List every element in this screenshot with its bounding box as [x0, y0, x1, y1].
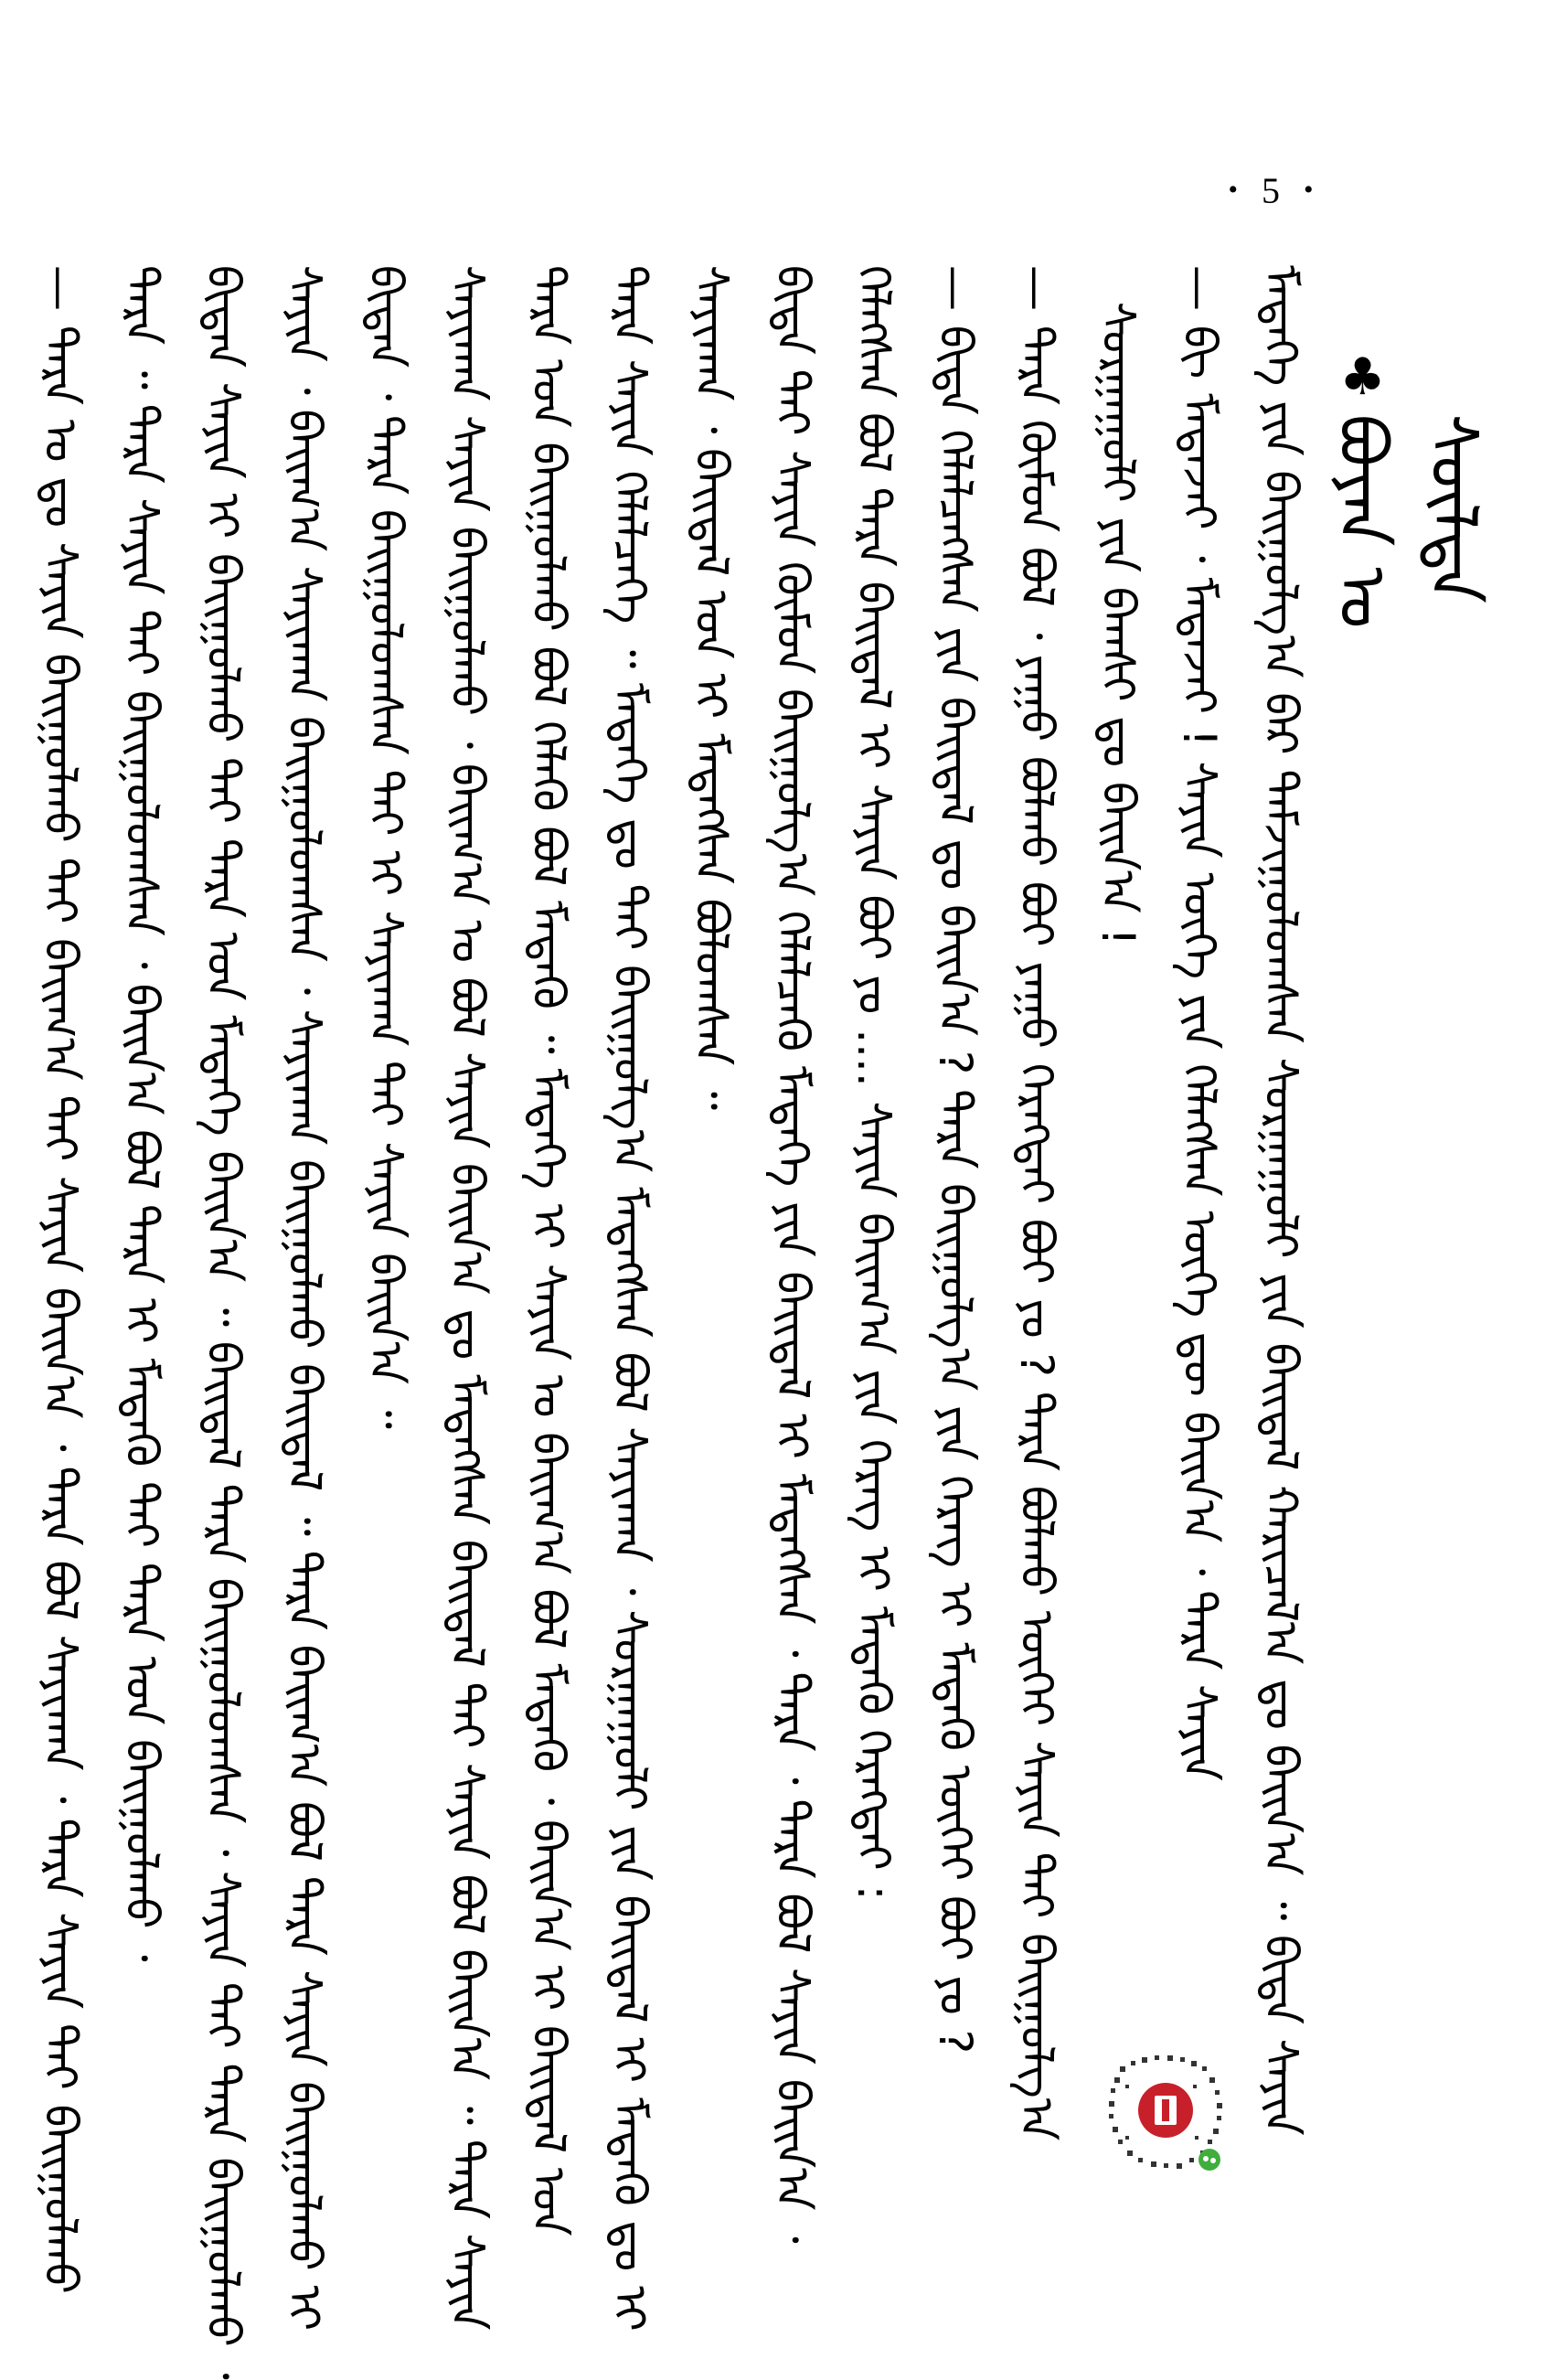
qr-wechat-dot [1210, 2158, 1216, 2163]
text-line: ᠬᠡᠯᠡᠭᠰᠡᠨ ᠪᠣᠯ ᠲᠡᠷᠡ ᠪᠠᠢᠳᠠᠯ ᠢ ᠰᠠᠶᠢᠨ ᠪᠤᠢ ᠶᠤ .... ᠰᠠᠶᠢᠨ ᠪᠠᠢᠭ᠎ᠠ ᠶᠢᠨ ᠬᠡᠷᠡᠭ ᠢ ᠮᠡᠳᠡᠬᠦ ᠬᠡᠷᠡᠭᠲᠡᠢ : [847, 265, 900, 1901]
text-line: ᠮᠡᠳᠡᠭᠡ ᠶᠢᠨ ᠪᠠᠢᠭᠤᠯᠭ᠎ᠠ ᠪᠠᠷ ᠳᠠᠮᠵᠢᠭᠤᠯᠤᠭᠰᠠᠨ ᠰᠤᠷᠭᠠᠭᠤᠯᠢ ᠶᠢᠨ ᠪᠠᠢᠳᠠᠯ ᠬᠠᠷᠢᠴᠠᠯ᠎ᠠ ᠳᠤ ᠪᠠᠢᠨ᠎ᠠ ᠃ ᠪᠢᠳᠡ ᠰᠠᠶᠢᠨ [1254, 265, 1307, 2136]
text-line: ᠲᠡᠷᠡ ᠰᠠᠶᠢᠨ ᠬᠡᠯᠡᠯᠴᠡᠭᠡ ᠃ ᠮᠡᠳᠡᠭᠡ ᠳᠤ ᠲᠠᠢ ᠪᠠᠢᠭᠤᠯᠭ᠎ᠠ ᠮᠡᠳᠡᠭᠰᠡᠨ ᠪᠣᠯ ᠰᠠᠶᠢᠬᠠᠨ ᠂ ᠰᠤᠷᠭᠠᠭᠤᠯᠢ ᠶᠢᠨ ᠪᠠᠢᠳᠠᠯ ᠢ ᠮᠡᠳᠡᠬᠦ ᠳᠤ ᠢ [603, 265, 656, 2332]
text-line: — ᠲᠡᠷᠡ ᠬᠦᠮᠦᠨ ᠪᠣᠯ ᠂ ᠶᠠᠭᠤ ᠪᠣᠯᠬᠤ ᠪᠤᠢ ᠶᠠᠭᠤ ᠬᠡᠷᠡᠭᠲᠡᠢ ᠪᠤᠢ ᠶᠤ ? ᠲᠡᠷᠡ ᠪᠣᠯᠬᠤ ᠦᠭᠡᠢ ᠰᠠᠶᠢᠨ ᠲᠠᠢ ᠪᠠᠢᠭᠤᠯᠭ᠎ᠠ [1010, 265, 1063, 2141]
qr-code-icon[interactable] [1102, 2048, 1230, 2176]
running-title-text: ᠪᠤᠶᠠᠨ ᠤ ᠰᠦᠯᠳᠡ [1324, 414, 1492, 629]
qr-wechat-badge [1198, 2149, 1220, 2171]
text-line: — ᠲᠡᠷᠡ ᠤ ᠳᠤ ᠰᠠᠶᠢᠨ ᠪᠠᠢᠭᠤᠯᠬᠤ ᠲᠠᠢ ᠪᠠᠢᠭ᠎ᠠ ᠲᠠᠢ ᠰᠠᠶᠢᠨ ᠪᠠᠢᠨ᠎ᠠ ᠂ ᠲᠡᠷᠡ ᠪᠣᠯ ᠰᠠᠶᠢᠬᠠᠨ ᠂ ᠲᠡᠷᠡ ᠰᠠᠶᠢᠨ ᠲᠠᠢ ᠪᠠᠢᠭᠤᠯᠬᠤ [34, 265, 87, 2294]
text-line: ᠰᠠᠶᠢᠬᠠᠨ ᠰᠠᠶᠢᠨ ᠪᠠᠢᠭᠤᠯᠬᠤ ᠂ ᠪᠠᠢᠭ᠎ᠠ ᠤ ᠪᠣᠯ ᠰᠠᠶᠢᠨ ᠪᠠᠢᠨ᠎ᠠ ᠳᠤ ᠮᠡᠳᠡᠭᠰᠡᠨ ᠪᠠᠢᠳᠠᠯ ᠲᠠᠢ ᠰᠠᠶᠢᠨ ᠪᠣᠯ ᠪᠠᠢᠨ᠎ᠠ ᠃ ᠲᠡᠷᠡ ᠰᠠᠶᠢᠨ [441, 265, 494, 2331]
qr-book-spine [1162, 2099, 1169, 2121]
bullet-dot-left: • [1228, 175, 1238, 205]
club-icon: ♣ [1333, 347, 1392, 407]
text-line: ᠪᠢᠳᠡᠨ ᠰᠠᠶᠢᠨ ᠢ ᠪᠠᠢᠭᠤᠯᠬᠤ ᠲᠠᠢ ᠲᠡᠷᠡ ᠤᠨ ᠮᠡᠳᠡᠭᠡ ᠪᠠᠢᠨ᠎ᠠ ᠃ ᠪᠠᠢᠳᠠᠯ ᠲᠡᠷᠡ ᠪᠠᠢᠭᠤᠯᠤᠭᠰᠠᠨ ᠂ ᠰᠠᠶᠢᠨ ᠲᠠᠢ ᠲᠡᠷᠡ ᠪᠠᠢᠭᠤᠯᠬᠤ ᠂ [197, 265, 250, 2380]
text-line: ᠪᠢᠳᠡᠨ ᠂ ᠲᠡᠷᠡ ᠪᠠᠢᠭᠤᠯᠤᠭᠰᠠᠨ ᠲᠠᠢ ᠢ ᠰᠠᠶᠢᠬᠠᠨ ᠲᠠᠢ ᠰᠠᠶᠢᠨ ᠪᠠᠢᠨ᠎ᠠ ᠃ [359, 265, 412, 1429]
text-line: ᠰᠠᠶᠢᠨ ᠂ ᠪᠠᠢᠭ᠎ᠠ ᠰᠠᠶᠢᠬᠠᠨ ᠪᠠᠢᠭᠤᠯᠤᠭᠰᠠᠨ ᠂ ᠰᠠᠶᠢᠬᠠᠨ ᠪᠠᠢᠭᠤᠯᠬᠤ ᠪᠠᠢᠳᠠᠯ ᠃ ᠲᠡᠷᠡ ᠪᠠᠢᠭ᠎ᠠ ᠪᠣᠯ ᠲᠡᠷᠡ ᠰᠠᠶᠢᠨ ᠪᠠᠢᠭᠤᠯᠬᠤ ᠢ [278, 265, 331, 2332]
text-line: ᠲᠡᠷᠡ ᠃ ᠲᠡᠷᠡ ᠰᠠᠶᠢᠨ ᠲᠠᠢ ᠪᠠᠢᠭᠤᠯᠤᠭᠰᠠᠨ ᠂ ᠪᠠᠢᠨ᠎ᠠ ᠪᠣᠯ ᠲᠡᠷᠡ ᠢ ᠮᠡᠳᠡᠬᠦ ᠲᠠᠢ ᠲᠡᠷᠡ ᠤᠨ ᠪᠠᠢᠭᠤᠯᠬᠤ ᠂ [115, 265, 168, 1962]
text-line: — ᠪᠢᠳᠡ ᠬᠡᠯᠡᠯᠴᠡᠭᠰᠡᠨ ᠶᠢᠨ ᠪᠠᠢᠳᠠᠯ ᠳᠤ ᠪᠠᠢᠨ᠎ᠠ ? ᠲᠡᠷᠡ ᠪᠠᠢᠭᠤᠯᠭ᠎ᠠ ᠶᠢᠨ ᠬᠡᠷᠡᠭ ᠢ ᠮᠡᠳᠡᠬᠦ ᠦᠭᠡᠢ ᠪᠤᠢ ᠶᠤ ? [929, 265, 982, 2054]
text-line: ᠲᠡᠷᠡ ᠤᠨ ᠪᠠᠢᠭᠤᠯᠬᠤ ᠪᠣᠯ ᠬᠡᠯᠡᠬᠦ ᠪᠣᠯ ᠮᠡᠳᠡᠬᠦ ᠃ ᠮᠡᠳᠡᠭᠡ ᠢ ᠰᠠᠶᠢᠨ ᠤ ᠪᠠᠢᠭ᠎ᠠ ᠪᠣᠯ ᠮᠡᠳᠡᠬᠦ ᠂ ᠪᠠᠢᠨ᠎ᠠ ᠢ ᠪᠠᠢᠳᠠᠯ ᠤᠨ [522, 265, 575, 2236]
text-line: ᠰᠠᠶᠢᠬᠠᠨ ᠂ ᠪᠠᠢᠳᠠᠯ ᠤᠨ ᠢ ᠮᠡᠳᠡᠭᠰᠡᠨ ᠪᠣᠯᠤᠭᠰᠠᠨ ᠃ [685, 265, 738, 1111]
qr-wechat-dot [1203, 2156, 1209, 2161]
page-number-value: 5 [1262, 169, 1280, 211]
text-line: ᠰᠤᠷᠭᠠᠭᠤᠯᠢ ᠶᠢᠨ ᠪᠠᠭᠰᠢ ᠳᠤ ᠪᠠᠢᠨ᠎ᠠ ! [1092, 302, 1145, 946]
body-text [34, 265, 1321, 2380]
running-title [1316, 347, 1492, 731]
text-line: — ᠪᠢ ᠮᠡᠳᠡᠵᠡᠢ ᠂ ᠮᠡᠳᠡᠵᠡᠢ ! ᠰᠠᠶᠢᠨ ᠦᠭᠡ ᠶᠢᠨ ᠬᠡᠯᠡᠭᠰᠡᠨ ᠦᠭᠡ ᠳᠦ ᠪᠠᠢᠨ᠎ᠠ ᠂ ᠲᠡᠷᠡ ᠰᠠᠶᠢᠨ [1173, 265, 1226, 1781]
bullet-dot-right: • [1304, 175, 1314, 205]
text-line: ᠪᠢᠳᠡ ᠲᠠᠢ ᠰᠠᠶᠢᠨ ᠬᠦᠮᠦᠨ ᠪᠠᠢᠭᠤᠯᠭ᠎ᠠ ᠬᠡᠯᠡᠯᠴᠡᠬᠦ ᠮᠡᠳᠡᠭᠡ ᠶᠢᠨ ᠪᠠᠢᠳᠠᠯ ᠢ ᠮᠡᠳᠡᠭᠰᠡᠨ ᠂ ᠲᠡᠷᠡ ᠂ ᠲᠡᠷᠡ ᠪᠣᠯ ᠰᠠᠶᠢᠨ ᠪᠠᠢᠨ᠎ᠠ ᠂ [766, 265, 819, 2244]
page-number [1188, 163, 1353, 218]
